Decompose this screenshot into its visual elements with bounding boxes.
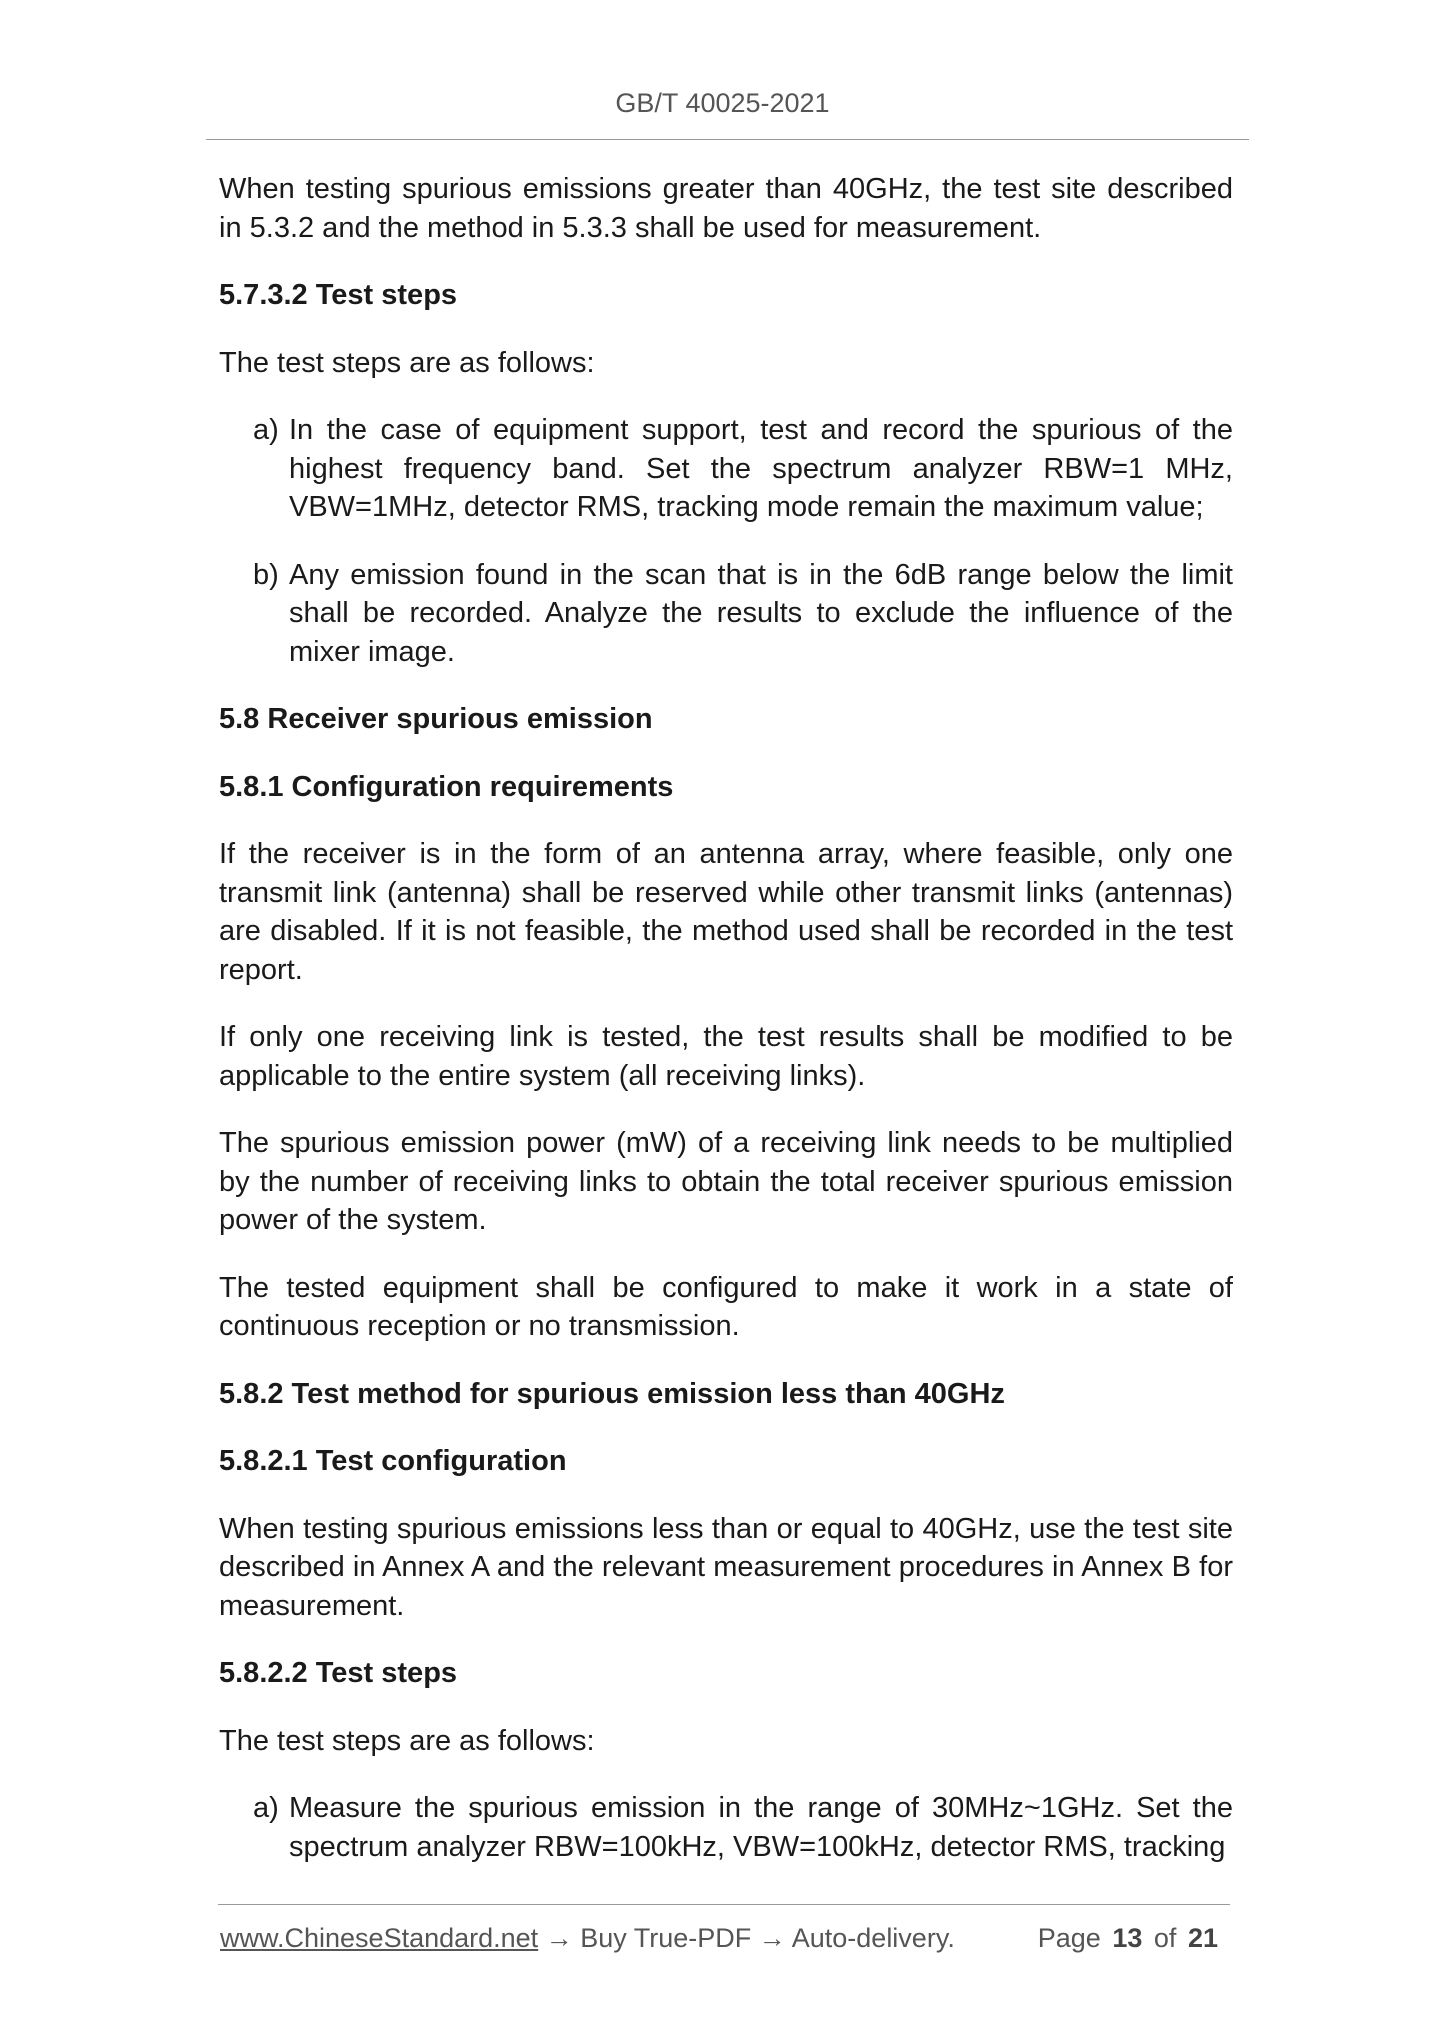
list-item bbox=[219, 1789, 1233, 1866]
of-label: of bbox=[1153, 1923, 1177, 1953]
footer-tagline: → Buy True-PDF → Auto-delivery. bbox=[538, 1923, 955, 1953]
heading-5-7-3-2: 5.7.3.2 Test steps bbox=[219, 279, 458, 311]
list-item bbox=[219, 556, 1233, 672]
heading-5-8-2-2: 5.8.2.2 Test steps bbox=[219, 1657, 458, 1689]
list-item bbox=[219, 411, 1233, 527]
list-item-text: Measure the spurious emission in the range of 30MHz~1GHz. Set the spectrum analyzer RBW=100kHz, VBW=100kHz, detector RMS, tracking bbox=[289, 1792, 1233, 1863]
list-item-text: In the case of equipment support, test and record the spurious of the highest frequency band. Set the spectrum analyzer RBW=1 MHz, VBW=1MHz, detector RMS, tracking mode remain the maximum value; bbox=[289, 414, 1233, 523]
page-indicator bbox=[1038, 1918, 1222, 1958]
website-link[interactable]: www.ChineseStandard.net bbox=[220, 1923, 539, 1953]
paragraph: The spurious emission power (mW) of a receiving link needs to be multiplied by the number of receiving links to obtain the total receiver spurious emission power of the system. bbox=[219, 1127, 1233, 1236]
heading-5-8-2: 5.8.2 Test method for spurious emission less than 40GHz bbox=[219, 1377, 1005, 1410]
list-marker: a) bbox=[253, 414, 279, 446]
page-number: 13 bbox=[1112, 1923, 1143, 1953]
paragraph: The tested equipment shall be configured to make it work in a state of continuous reception or no transmission. bbox=[219, 1271, 1233, 1342]
heading-5-8-1: 5.8.1 Configuration requirements bbox=[219, 770, 674, 803]
heading-5-8: 5.8 Receiver spurious emission bbox=[219, 703, 653, 735]
list-marker: b) bbox=[253, 558, 279, 591]
steps-lead: The test steps are as follows: bbox=[219, 1724, 595, 1757]
paragraph: If only one receiving link is tested, the test results shall be modified to be applicable to the entire system (all receiving links). bbox=[219, 1021, 1233, 1092]
page-label: Page bbox=[1037, 1923, 1101, 1953]
header-divider bbox=[206, 139, 1249, 140]
paragraph: When testing spurious emissions less than or equal to 40GHz, use the test site described in Annex A and the relevant measurement procedures in Annex B for measurement. bbox=[219, 1512, 1233, 1622]
page-total: 21 bbox=[1187, 1923, 1218, 1953]
steps-lead: The test steps are as follows: bbox=[219, 346, 595, 379]
document-code: GB/T 40025-2021 bbox=[615, 88, 830, 118]
heading-5-8-2-1: 5.8.2.1 Test configuration bbox=[219, 1445, 567, 1477]
intro-paragraph: When testing spurious emissions greater than 40GHz, the test site described in 5.3.2 and the method in 5.3.3 shall be used for measurement. bbox=[219, 173, 1233, 244]
paragraph: If the receiver is in the form of an antenna array, where feasible, only one transmit link (antenna) shall be reserved while other transmit links (antennas) are disabled. If it is not feasible, the method used shall be recorded in the test report. bbox=[219, 838, 1233, 986]
page-body bbox=[219, 170, 1233, 1866]
footer-divider bbox=[218, 1904, 1230, 1905]
list-marker: a) bbox=[253, 1792, 279, 1824]
list-item-text: Any emission found in the scan that is in the 6dB range below the limit shall be recorded. Analyze the results to exclude the influence of the mixer image. bbox=[289, 558, 1233, 668]
page-footer bbox=[220, 1918, 1232, 1958]
